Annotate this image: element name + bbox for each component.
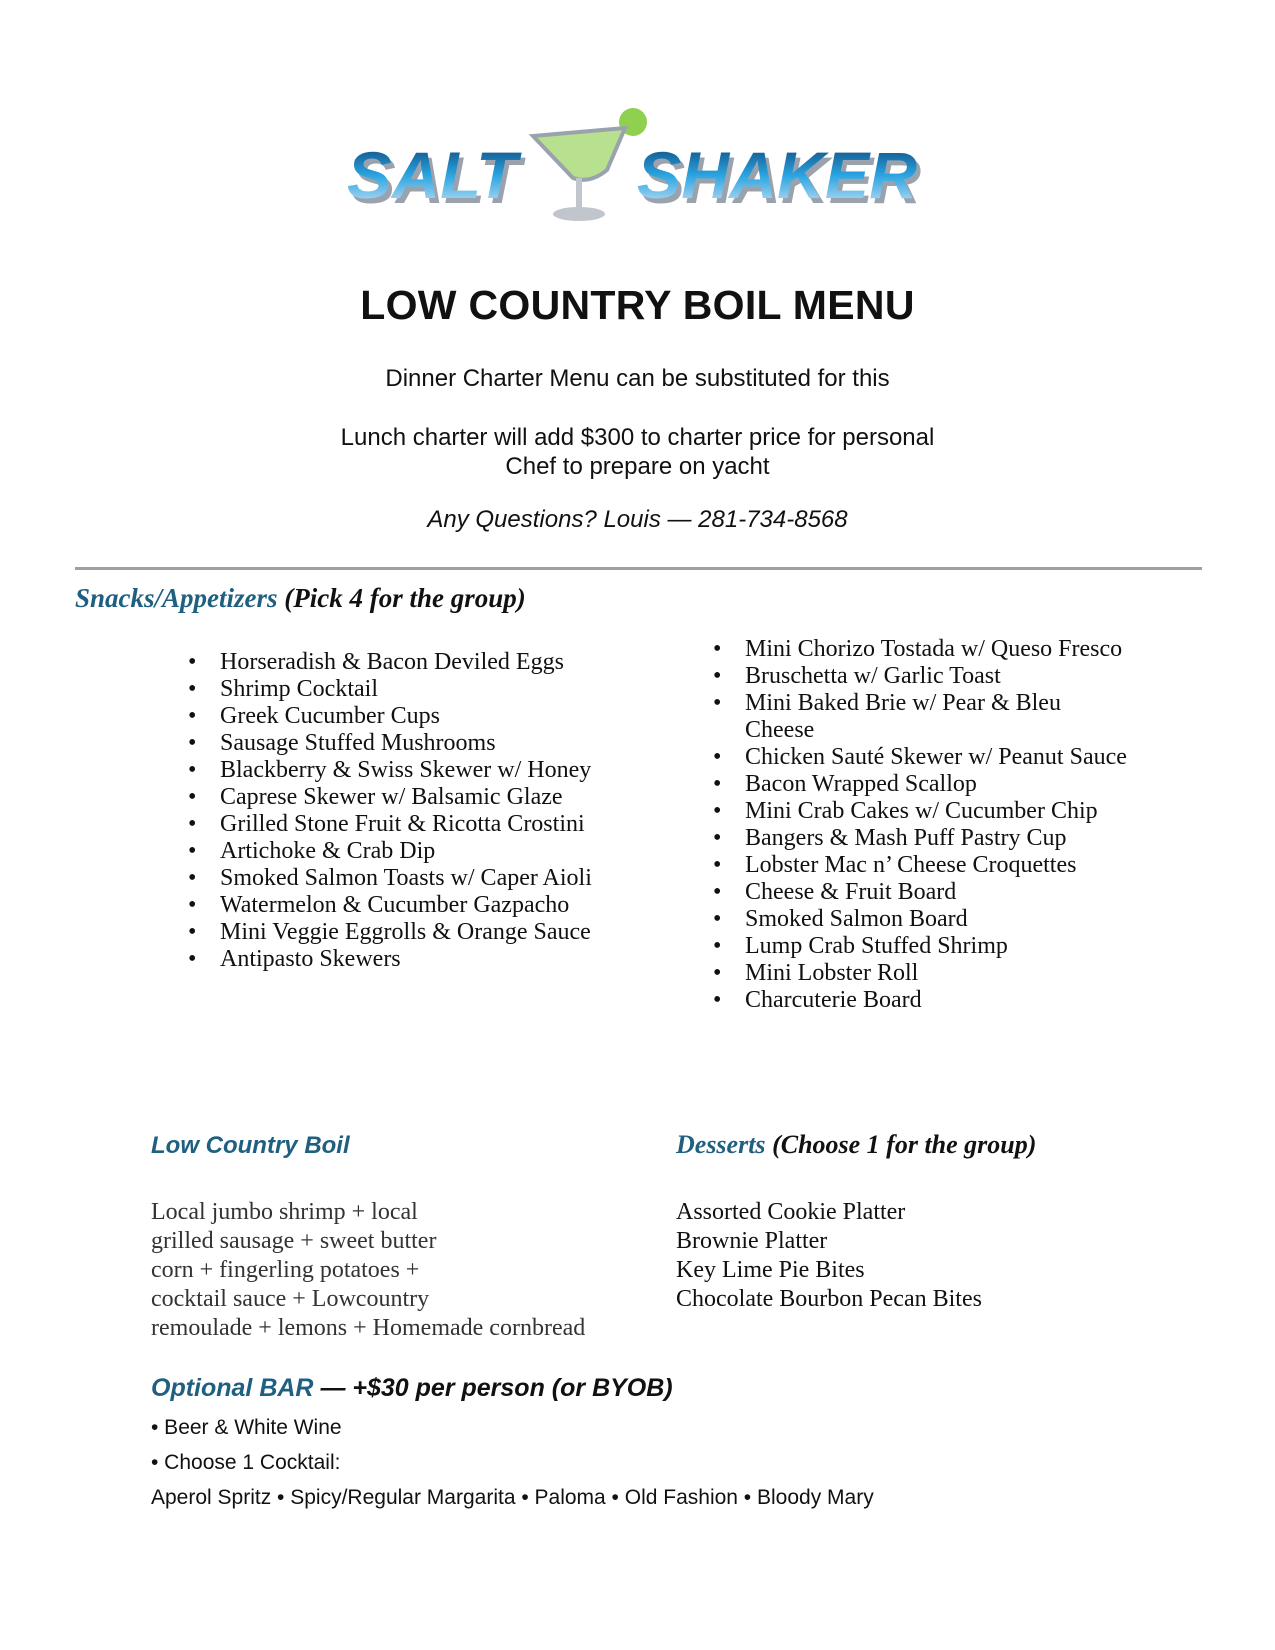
page-title: LOW COUNTRY BOIL MENU [360, 282, 915, 328]
salt-shaker-logo [345, 100, 935, 230]
boil-line: Local jumbo shrimp + local [151, 1199, 418, 1225]
bullet-icon: • [713, 690, 722, 716]
snack-item [713, 906, 1133, 933]
snack-label: Caprese Skewer w/ Balsamic Glaze [220, 784, 563, 810]
snack-item [713, 744, 1133, 771]
snack-item [188, 838, 608, 865]
bar-cocktail-list: Aperol Spritz • Spicy/Regular Margarita • Paloma • Old Fashion • Bloody Mary [151, 1486, 874, 1509]
margarita-glass-icon [533, 108, 647, 221]
snack-item [713, 825, 1133, 852]
desserts-heading [676, 1130, 1036, 1160]
snack-label: Horseradish & Bacon Deviled Eggs [220, 649, 564, 675]
bullet-icon: • [713, 771, 722, 797]
snack-item [713, 960, 1133, 987]
bar-price: — +$30 per person (or BYOB) [313, 1374, 673, 1402]
snack-item [713, 771, 1133, 798]
boil-line: corn + fingerling potatoes + [151, 1257, 420, 1283]
snack-item [713, 690, 1133, 744]
snack-item [188, 811, 608, 838]
snack-label: Shrimp Cocktail [220, 676, 378, 702]
bullet-icon: • [713, 663, 722, 689]
snack-label: Bruschetta w/ Garlic Toast [745, 663, 1001, 689]
bullet-icon: • [713, 636, 722, 662]
bullet-icon: • [713, 987, 722, 1013]
bullet-icon: • [713, 906, 722, 932]
snack-label: Sausage Stuffed Mushrooms [220, 730, 496, 756]
snack-label: Grilled Stone Fruit & Ricotta Crostini [220, 811, 585, 837]
snack-item [713, 879, 1133, 906]
boil-line: grilled sausage + sweet butter [151, 1228, 437, 1254]
bullet-icon: • [188, 649, 197, 675]
desserts-list [676, 1198, 982, 1314]
snacks-note: (Pick 4 for the group) [284, 583, 526, 613]
bullet-icon: • [713, 825, 722, 851]
bullet-icon: • [188, 757, 197, 783]
bullet-icon: • [713, 933, 722, 959]
snack-item [188, 892, 608, 919]
bullet-icon: • [188, 892, 197, 918]
snacks-list-left [188, 649, 608, 973]
bullet-icon: • [713, 960, 722, 986]
bullet-icon: • [188, 838, 197, 864]
snack-label: Artichoke & Crab Dip [220, 838, 436, 864]
bullet-icon: • [713, 852, 722, 878]
snacks-list-right [713, 636, 1133, 1014]
svg-text:SALT: SALT [347, 138, 522, 212]
bullet-icon: • [188, 676, 197, 702]
bullet-icon: • [188, 703, 197, 729]
snack-item [188, 784, 608, 811]
snack-item [188, 703, 608, 730]
snack-item [188, 946, 608, 973]
snack-label: Chicken Sauté Skewer w/ Peanut Sauce [745, 744, 1127, 770]
svg-text:SHAKER: SHAKER [637, 138, 918, 212]
bar-details [151, 1410, 874, 1515]
snack-label: Blackberry & Swiss Skewer w/ Honey [220, 757, 592, 783]
snack-label: Mini Chorizo Tostada w/ Queso Fresco [745, 636, 1123, 662]
snack-label: Cheese & Fruit Board [745, 879, 957, 905]
snack-label: Smoked Salmon Board [745, 906, 968, 932]
bullet-icon: • [188, 946, 197, 972]
snack-item [713, 933, 1133, 960]
dessert-item: Assorted Cookie Platter [676, 1199, 906, 1225]
snack-label: Mini Veggie Eggrolls & Orange Sauce [220, 919, 591, 945]
snack-label: Watermelon & Cucumber Gazpacho [220, 892, 570, 918]
snack-label: Antipasto Skewers [220, 946, 401, 972]
snack-item [713, 852, 1133, 879]
contact-line: Any Questions? Louis — 281-734-8568 [427, 506, 848, 533]
snack-item [188, 649, 608, 676]
bar-cocktail-choice: • Choose 1 Cocktail: [151, 1451, 341, 1474]
snack-label: Charcuterie Board [745, 987, 922, 1013]
desserts-note: (Choose 1 for the group) [772, 1130, 1037, 1159]
snack-item [188, 865, 608, 892]
snack-label: Lobster Mac n’ Cheese Croquettes [745, 852, 1077, 878]
bullet-icon: • [188, 811, 197, 837]
bullet-icon: • [188, 730, 197, 756]
snack-label: Smoked Salmon Toasts w/ Caper Aioli [220, 865, 592, 891]
dessert-item: Chocolate Bourbon Pecan Bites [676, 1286, 982, 1312]
snack-item [713, 987, 1133, 1014]
snacks-heading [75, 583, 526, 614]
subtitle-chef: Chef to prepare on yacht [505, 453, 770, 480]
snack-label: Lump Crab Stuffed Shrimp [745, 933, 1008, 959]
divider [75, 567, 1202, 570]
snack-item [713, 663, 1133, 690]
snack-item [188, 676, 608, 703]
bullet-icon: • [713, 879, 722, 905]
snack-item [188, 919, 608, 946]
dessert-item: Brownie Platter [676, 1228, 828, 1254]
snack-label: Mini Baked Brie w/ Pear & Bleu Cheese [745, 690, 1061, 743]
snack-label: Bacon Wrapped Scallop [745, 771, 977, 797]
subtitle-lunch: Lunch charter will add $300 to charter price for personal [340, 424, 935, 451]
desserts-title: Desserts [676, 1130, 766, 1159]
dessert-item: Key Lime Pie Bites [676, 1257, 865, 1283]
bar-beer-wine: • Beer & White Wine [151, 1416, 342, 1439]
bullet-icon: • [188, 919, 197, 945]
snack-label: Bangers & Mash Puff Pastry Cup [745, 825, 1067, 851]
snack-item [713, 798, 1133, 825]
bar-title: Optional BAR [151, 1374, 314, 1402]
snacks-title: Snacks/Appetizers [75, 583, 278, 613]
snack-label: Greek Cucumber Cups [220, 703, 440, 729]
subtitle-dinner: Dinner Charter Menu can be substituted for this [385, 365, 890, 392]
bar-heading [151, 1374, 673, 1403]
bullet-icon: • [713, 744, 722, 770]
boil-heading: Low Country Boil [151, 1132, 350, 1159]
snack-item [188, 730, 608, 757]
snack-label: Mini Crab Cakes w/ Cucumber Chip [745, 798, 1098, 824]
snack-label: Mini Lobster Roll [745, 960, 919, 986]
bullet-icon: • [188, 784, 197, 810]
boil-description [151, 1198, 585, 1343]
boil-line: cocktail sauce + Lowcountry [151, 1286, 430, 1312]
bullet-icon: • [713, 798, 722, 824]
bullet-icon: • [188, 865, 197, 891]
snack-item [713, 636, 1133, 663]
boil-line: remoulade + lemons + Homemade cornbread [151, 1315, 586, 1341]
snack-item [188, 757, 608, 784]
